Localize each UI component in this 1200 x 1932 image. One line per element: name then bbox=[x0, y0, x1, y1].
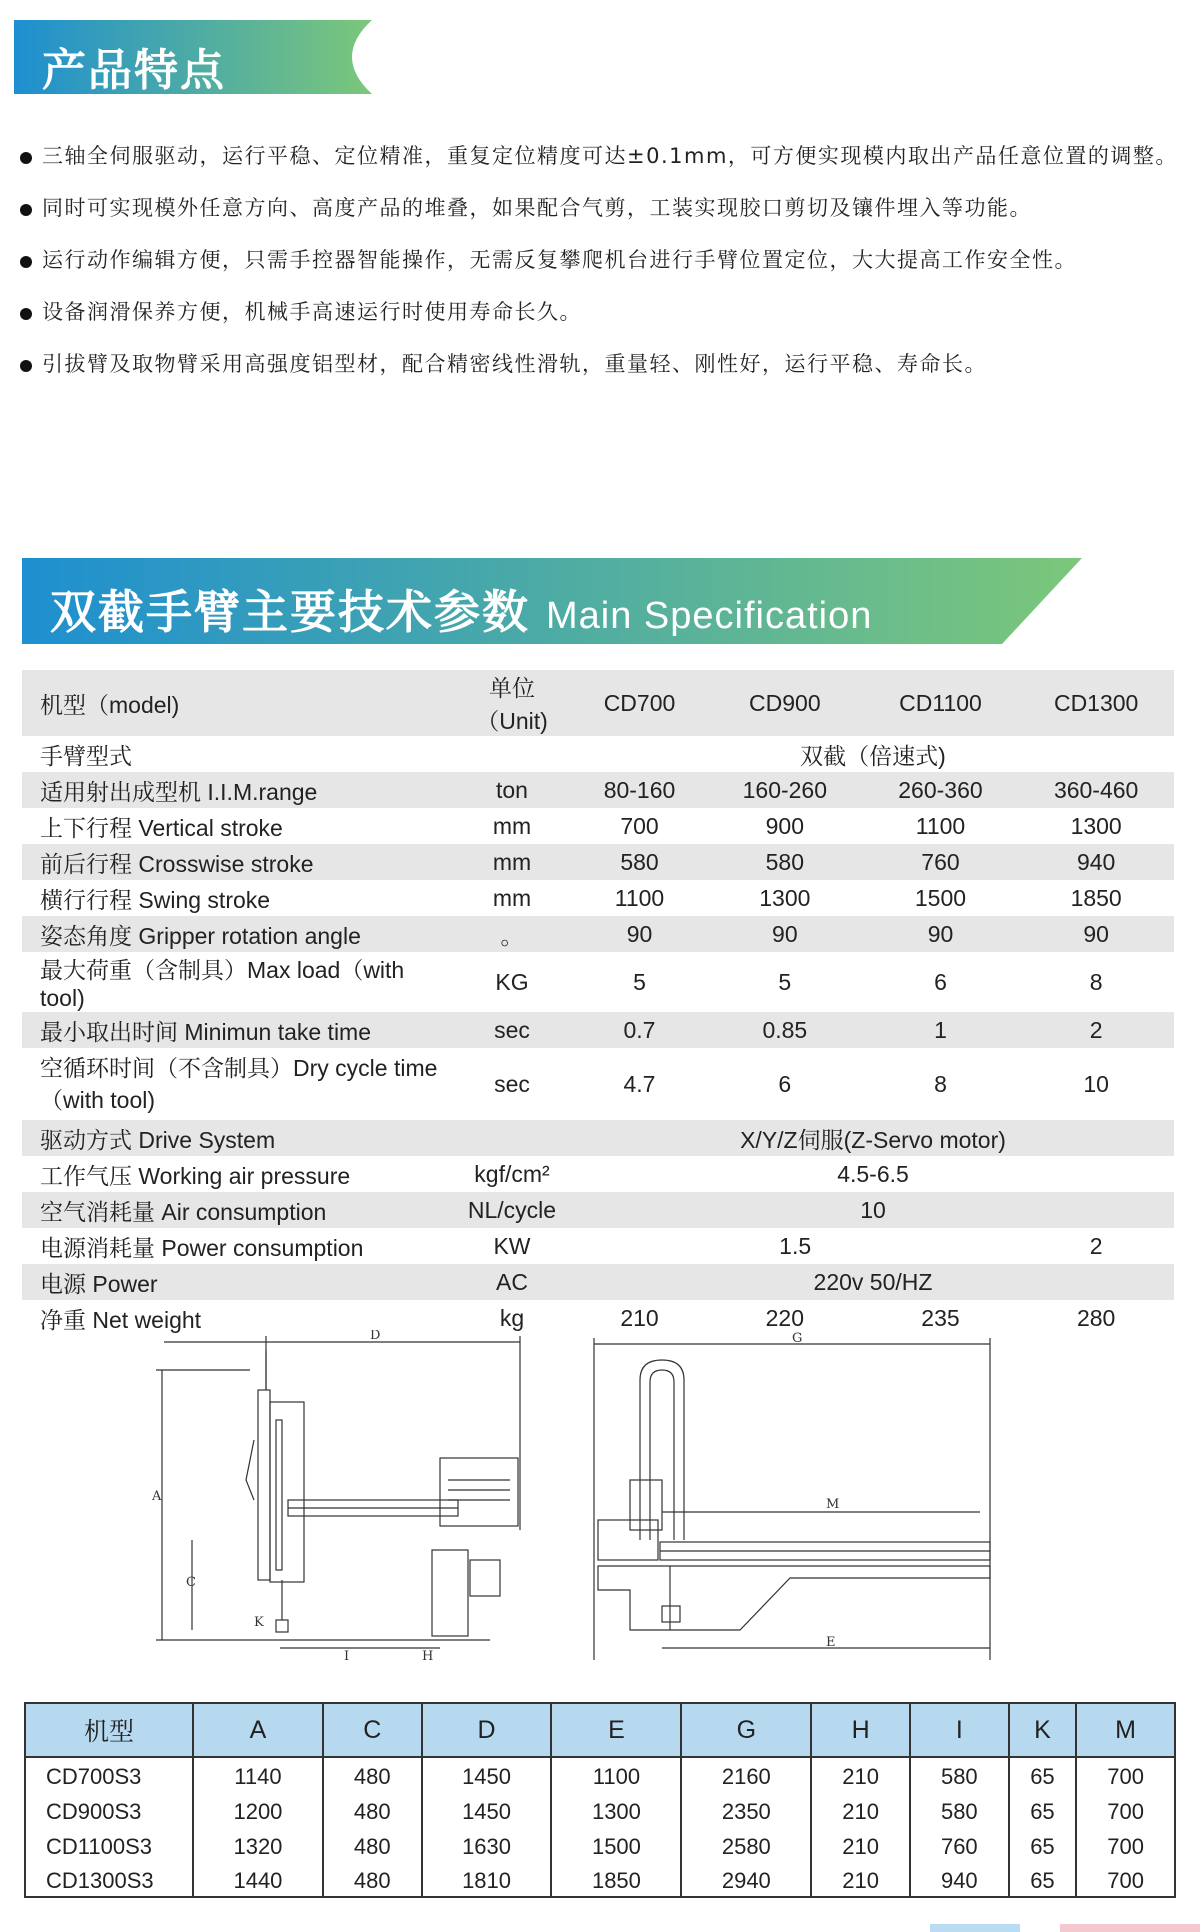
spec-row: 净重 Net weight kg 210 220 235 280 bbox=[22, 1300, 1174, 1336]
spec-row: 横行行程 Swing stroke mm 1100 1300 1500 1850 bbox=[22, 880, 1174, 916]
bullet-icon bbox=[20, 204, 32, 216]
dim-row: CD700S3 1140 480 1450 1100 2160 210 580 65 700 bbox=[25, 1757, 1175, 1792]
front-view-drawing bbox=[590, 1330, 1010, 1670]
dim-label: K bbox=[254, 1615, 264, 1630]
bullet-icon bbox=[20, 256, 32, 268]
dim-label: E bbox=[826, 1635, 836, 1650]
spec-row: 手臂型式 双截（倍速式) bbox=[22, 736, 1174, 772]
feature-item: 运行动作编辑方便，只需手控器智能操作，无需反复攀爬机台进行手臂位置定位，大大提高工作安全性。 bbox=[18, 234, 1188, 286]
dim-label: M bbox=[826, 1497, 840, 1512]
dim-label: I bbox=[344, 1649, 350, 1664]
spec-row: 姿态角度 Gripper rotation angle 。 90 90 90 90 bbox=[22, 916, 1174, 952]
spec-banner bbox=[22, 558, 1082, 644]
dimension-table bbox=[24, 1702, 1176, 1898]
footer-strip bbox=[930, 1924, 1020, 1932]
dim-label: A bbox=[152, 1489, 162, 1504]
bullet-icon bbox=[20, 152, 32, 164]
spec-row: 工作气压 Working air pressure kgf/cm² 4.5-6.5 bbox=[22, 1156, 1174, 1192]
spec-row: 适用射出成型机 I.I.M.range ton 80-160 160-260 260-360 360-460 bbox=[22, 772, 1174, 808]
dim-label: G bbox=[792, 1331, 803, 1346]
spec-row: 电源 Power AC 220v 50/HZ bbox=[22, 1264, 1174, 1300]
bullet-icon bbox=[20, 308, 32, 320]
feature-item: 三轴全伺服驱动，运行平稳、定位精准，重复定位精度可达±0.1mm，可方便实现模内取出产品任意位置的调整。 bbox=[18, 130, 1188, 182]
spec-title-en: Main Specification bbox=[546, 595, 873, 637]
spec-row: 最大荷重（含制具）Max load（with tool) KG 5 5 6 8 bbox=[22, 952, 1174, 1012]
spec-row: 最小取出时间 Minimun take time sec 0.7 0.85 1 2 bbox=[22, 1012, 1174, 1048]
feature-item: 引拔臂及取物臂采用高强度铝型材，配合精密线性滑轨，重量轻、刚性好，运行平稳、寿命长。 bbox=[18, 338, 1188, 390]
spec-row: 上下行程 Vertical stroke mm 700 900 1100 1300 bbox=[22, 808, 1174, 844]
features-title: 产品特点 bbox=[42, 45, 226, 96]
dim-label: D bbox=[370, 1330, 381, 1343]
spec-row: 空气消耗量 Air consumption NL/cycle 10 bbox=[22, 1192, 1174, 1228]
dim-row: CD1300S3 1440 480 1810 1850 2940 210 940 65 700 bbox=[25, 1862, 1175, 1897]
features-banner bbox=[14, 20, 372, 94]
spec-row: 前后行程 Crosswise stroke mm 580 580 760 940 bbox=[22, 844, 1174, 880]
features-list bbox=[18, 130, 1188, 390]
feature-item: 设备润滑保养方便，机械手高速运行时使用寿命长久。 bbox=[18, 286, 1188, 338]
dim-label: C bbox=[186, 1575, 196, 1590]
spec-row: 驱动方式 Drive System X/Y/Z伺服(Z-Servo motor) bbox=[22, 1120, 1174, 1156]
dim-header-row: 机型 A C D E G H I K M bbox=[25, 1703, 1175, 1757]
spec-table bbox=[22, 670, 1174, 1336]
spec-header-row: 机型（model) 单位（Unit) CD700 CD900 CD1100 CD1300 bbox=[22, 670, 1174, 736]
footer-strip bbox=[1060, 1924, 1200, 1932]
dim-row: CD1100S3 1320 480 1630 1500 2580 210 760 65 700 bbox=[25, 1827, 1175, 1862]
spec-title: 双截手臂主要技术参数 Main Specification bbox=[50, 585, 873, 639]
spec-row: 空循环时间（不含制具）Dry cycle time （with tool) sec 4.7 6 8 10 bbox=[22, 1048, 1174, 1120]
dim-row: CD900S3 1200 480 1450 1300 2350 210 580 65 700 bbox=[25, 1792, 1175, 1827]
spec-row: 电源消耗量 Power consumption KW 1.5 2 bbox=[22, 1228, 1174, 1264]
bullet-icon bbox=[20, 360, 32, 372]
feature-item: 同时可实现模外任意方向、高度产品的堆叠，如果配合气剪，工装实现胶口剪切及镶件埋入等功能。 bbox=[18, 182, 1188, 234]
dim-label: H bbox=[422, 1649, 434, 1664]
side-view-drawing bbox=[150, 1330, 530, 1670]
